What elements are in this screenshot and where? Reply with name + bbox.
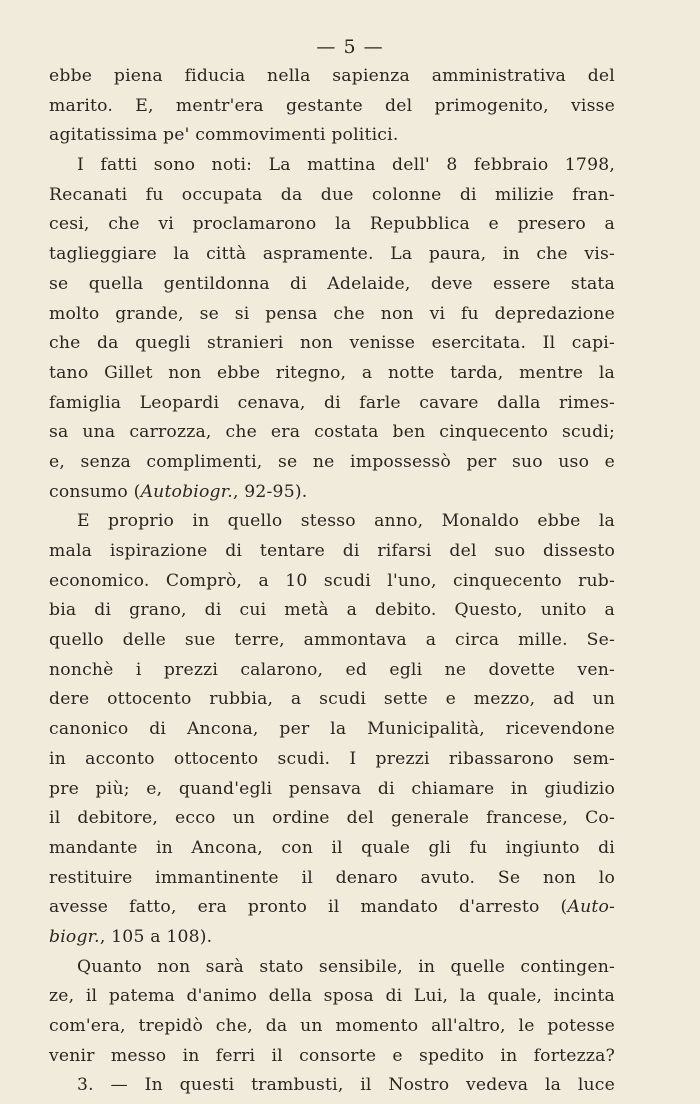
text-line (49, 864, 615, 894)
text-segment: bia di grano, di cui metà a debito. Questo, unito a (49, 600, 615, 621)
text-segment: ze, il patema d'animo della sposa di Lui, la quale, incinta (49, 986, 615, 1007)
text-line (49, 418, 615, 448)
text-segment: canonico di Ancona, per la Municipalità, ricevendone (49, 719, 615, 740)
text-segment: consumo ( (49, 481, 141, 502)
text-line (49, 893, 615, 923)
text-segment: I fatti sono noti: La mattina dell' 8 febbraio 1798, (77, 155, 615, 176)
text-segment: famiglia Leopardi cenava, di farle cavare dalla rimes- (49, 392, 615, 413)
text-line (49, 151, 615, 181)
text-line (49, 982, 615, 1012)
text-segment: in acconto ottocento scudi. I prezzi ribassarono sem- (49, 748, 615, 769)
text-line (49, 685, 615, 715)
page-number-header: — 5 — (316, 36, 384, 58)
text-line (49, 389, 615, 419)
text-segment: mandante in Ancona, con il quale gli fu ingiunto di (49, 837, 615, 858)
text-segment: economico. Comprò, a 10 scudi l'uno, cinquecento rub- (49, 570, 615, 591)
text-segment: il debitore, ecco un ordine del generale francese, Co- (49, 808, 615, 829)
text-line (49, 626, 615, 656)
text-line (49, 775, 615, 805)
text-line (49, 448, 615, 478)
text-line (49, 834, 615, 864)
text-segment: , 105 a 108). (99, 926, 213, 947)
text-line (49, 1042, 615, 1072)
text-segment: venir messo in ferri il consorte e spedito in fortezza? (49, 1045, 615, 1066)
text-line (49, 953, 615, 983)
text-line (49, 1012, 615, 1042)
text-line (49, 507, 615, 537)
text-line (49, 240, 615, 270)
text-segment: sa una carrozza, che era costata ben cinquecento scudi; (49, 422, 615, 443)
text-segment: cesi, che vi proclamarono la Repubblica e presero a (49, 214, 615, 235)
text-segment: pre più; e, quand'egli pensava di chiamare in giudizio (49, 778, 615, 799)
citation-italic: Auto- (567, 897, 615, 918)
text-line (49, 62, 615, 92)
text-line (49, 567, 615, 597)
text-segment: Quanto non sarà stato sensibile, in quelle contingen- (77, 956, 615, 977)
text-segment: E proprio in quello stesso anno, Monaldo ebbe la (77, 511, 615, 532)
text-segment: mala ispirazione di tentare di rifarsi del suo dissesto (49, 541, 615, 561)
text-segment: restituire immantinente il denaro avuto. Se non lo (49, 867, 615, 888)
text-line (49, 181, 615, 211)
text-line (49, 359, 615, 389)
text-segment: tano Gillet non ebbe ritegno, a notte tarda, mentre la (49, 362, 615, 383)
text-segment: Recanati fu occupata da due colonne di milizie fran- (49, 184, 615, 205)
text-segment: che da quegli stranieri non venisse esercitata. Il capi- (49, 333, 615, 354)
text-line (49, 121, 615, 151)
text-segment: marito. E, mentr'era gestante del primogenito, visse (49, 95, 615, 116)
text-segment: avesse fatto, era pronto il mandato d'arresto ( (49, 897, 568, 918)
text-line (49, 210, 615, 240)
text-line (49, 537, 615, 567)
text-segment: e, senza complimenti, se ne impossessò per suo uso e (49, 451, 615, 472)
citation-italic: Autobiogr. (140, 481, 233, 502)
citation-italic: biogr. (49, 926, 100, 947)
text-segment: dere ottocento rubbia, a scudi sette e mezzo, ad un (49, 689, 615, 710)
text-segment: 3. — In questi trambusti, il Nostro vedeva la luce (77, 1075, 615, 1096)
text-line (49, 656, 615, 686)
text-line (49, 1071, 615, 1101)
text-segment: taglieggiare la città aspramente. La paura, in che vis- (49, 244, 615, 265)
text-segment: molto grande, se si pensa che non vi fu depredazione (49, 303, 615, 324)
text-segment: , 92-95). (232, 481, 308, 502)
text-segment: quello delle sue terre, ammontava a circa mille. Se- (49, 630, 615, 651)
body-text (49, 62, 615, 1101)
text-line (49, 300, 615, 330)
text-line (49, 329, 615, 359)
text-line (49, 715, 615, 745)
text-segment: nonchè i prezzi calarono, ed egli ne dovette ven- (49, 659, 615, 680)
text-segment: ebbe piena fiducia nella sapienza amministrativa del (49, 66, 615, 86)
text-line (49, 270, 615, 300)
text-line (49, 745, 615, 775)
text-segment: com'era, trepidò che, da un momento all'altro, le potesse (49, 1016, 615, 1036)
text-line (49, 923, 615, 953)
text-segment: se quella gentildonna di Adelaide, deve essere stata (49, 273, 615, 294)
text-line (49, 804, 615, 834)
text-line (49, 478, 615, 508)
text-segment: agitatissima pe' commovimenti politici. (49, 125, 399, 146)
text-line (49, 92, 615, 122)
text-line (49, 596, 615, 626)
